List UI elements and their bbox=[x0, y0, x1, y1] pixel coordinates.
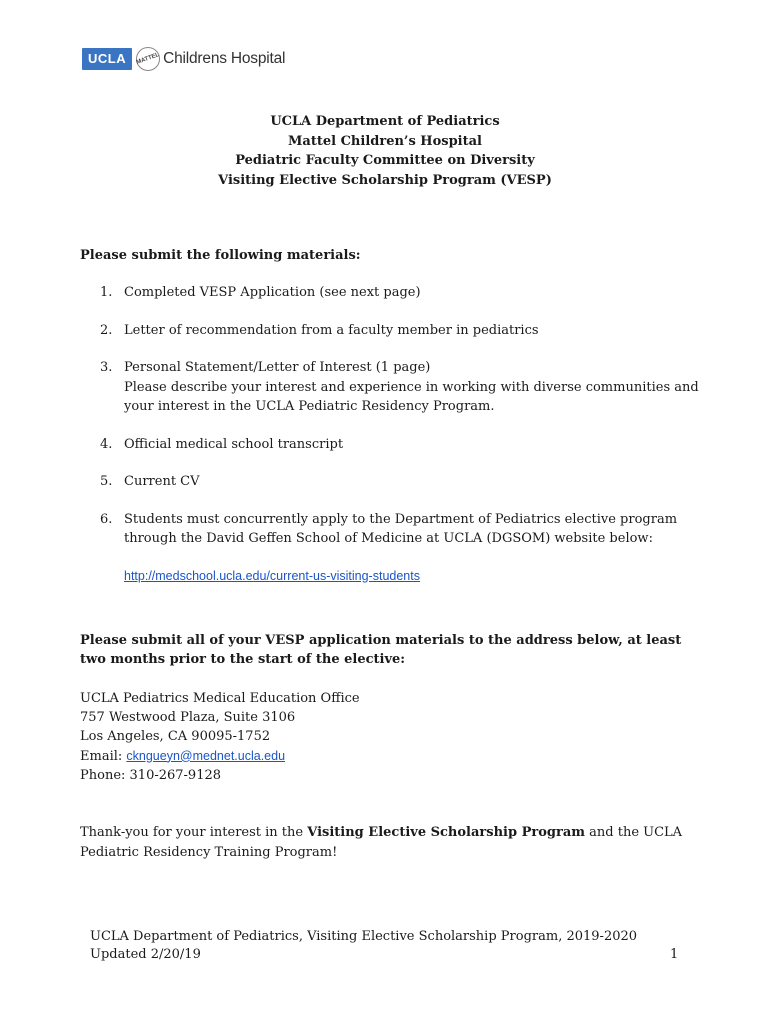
document-header bbox=[0, 112, 770, 190]
ucla-logo-box: UCLA bbox=[82, 48, 132, 70]
header-line-program: Visiting Elective Scholarship Program (VESP) bbox=[218, 172, 552, 188]
materials-heading: Please submit the following materials: bbox=[80, 248, 361, 263]
list-item-text: Completed VESP Application (see next page) bbox=[124, 285, 421, 300]
email-link[interactable]: ckngueyn@mednet.ucla.edu bbox=[126, 748, 286, 763]
list-item-text: Personal Statement/Letter of Interest (1 page) bbox=[124, 360, 431, 375]
list-item bbox=[80, 510, 700, 587]
email-label: Email: bbox=[80, 748, 127, 764]
list-item bbox=[80, 321, 700, 341]
ucla-mattel-logo bbox=[82, 44, 285, 74]
list-item bbox=[80, 358, 700, 417]
list-item-text: Students must concurrently apply to the Department of Pediatrics elective program through the David Geffen School of Medicine at UCLA (DGSOM) website below: bbox=[124, 511, 678, 546]
materials-list bbox=[80, 283, 700, 586]
address-city: Los Angeles, CA 90095-1752 bbox=[80, 729, 271, 745]
list-item bbox=[80, 472, 700, 492]
list-number: 6. bbox=[100, 511, 113, 527]
list-number: 1. bbox=[100, 285, 113, 300]
thanks-text-after: and the UCLA Pediatric Residency Training Program! bbox=[80, 825, 683, 860]
list-number: 4. bbox=[100, 436, 113, 452]
list-number: 3. bbox=[100, 360, 113, 375]
mattel-logo-icon: MATTEL bbox=[136, 47, 160, 71]
address-office: UCLA Pediatrics Medical Education Office bbox=[80, 691, 360, 706]
list-number: 2. bbox=[100, 322, 113, 338]
list-item-text: Current CV bbox=[124, 474, 200, 489]
thanks-text-before: Thank-you for your interest in the bbox=[80, 825, 308, 840]
address-street: 757 Westwood Plaza, Suite 3106 bbox=[80, 710, 296, 726]
footer-updated: Updated 2/20/19 bbox=[90, 947, 201, 962]
header-line-committee: Pediatric Faculty Committee on Diversity bbox=[235, 153, 535, 168]
list-number: 5. bbox=[100, 474, 113, 489]
page-footer bbox=[90, 928, 637, 964]
address-email-row bbox=[80, 747, 360, 766]
list-item-text: Letter of recommendation from a faculty member in pediatrics bbox=[124, 322, 539, 338]
dgsom-visiting-students-link[interactable]: http://medschool.ucla.edu/current-us-visiting-students bbox=[124, 568, 420, 583]
header-line-department: UCLA Department of Pediatrics bbox=[270, 114, 500, 129]
list-item-detail: Please describe your interest and experience in working with diverse communities and your interest in the UCLA Pediatric Residency Program. bbox=[124, 379, 699, 414]
header-line-hospital: Mattel Children’s Hospital bbox=[288, 133, 482, 149]
list-item-text: Official medical school transcript bbox=[124, 436, 344, 452]
mailing-address bbox=[80, 689, 360, 785]
submit-heading: Please submit all of your VESP application materials to the address below, at least two months prior to the start of the elective: bbox=[80, 633, 682, 667]
list-item bbox=[80, 435, 700, 455]
address-phone: Phone: 310-267-9128 bbox=[80, 767, 222, 783]
footer-title: UCLA Department of Pediatrics, Visiting Elective Scholarship Program, 2019-2020 bbox=[90, 929, 638, 944]
list-item bbox=[80, 283, 700, 303]
page-number: 1 bbox=[670, 947, 679, 962]
hospital-name: Childrens Hospital bbox=[163, 50, 286, 67]
thank-you-note bbox=[80, 823, 700, 863]
thanks-program-name: Visiting Elective Scholarship Program bbox=[307, 825, 586, 840]
